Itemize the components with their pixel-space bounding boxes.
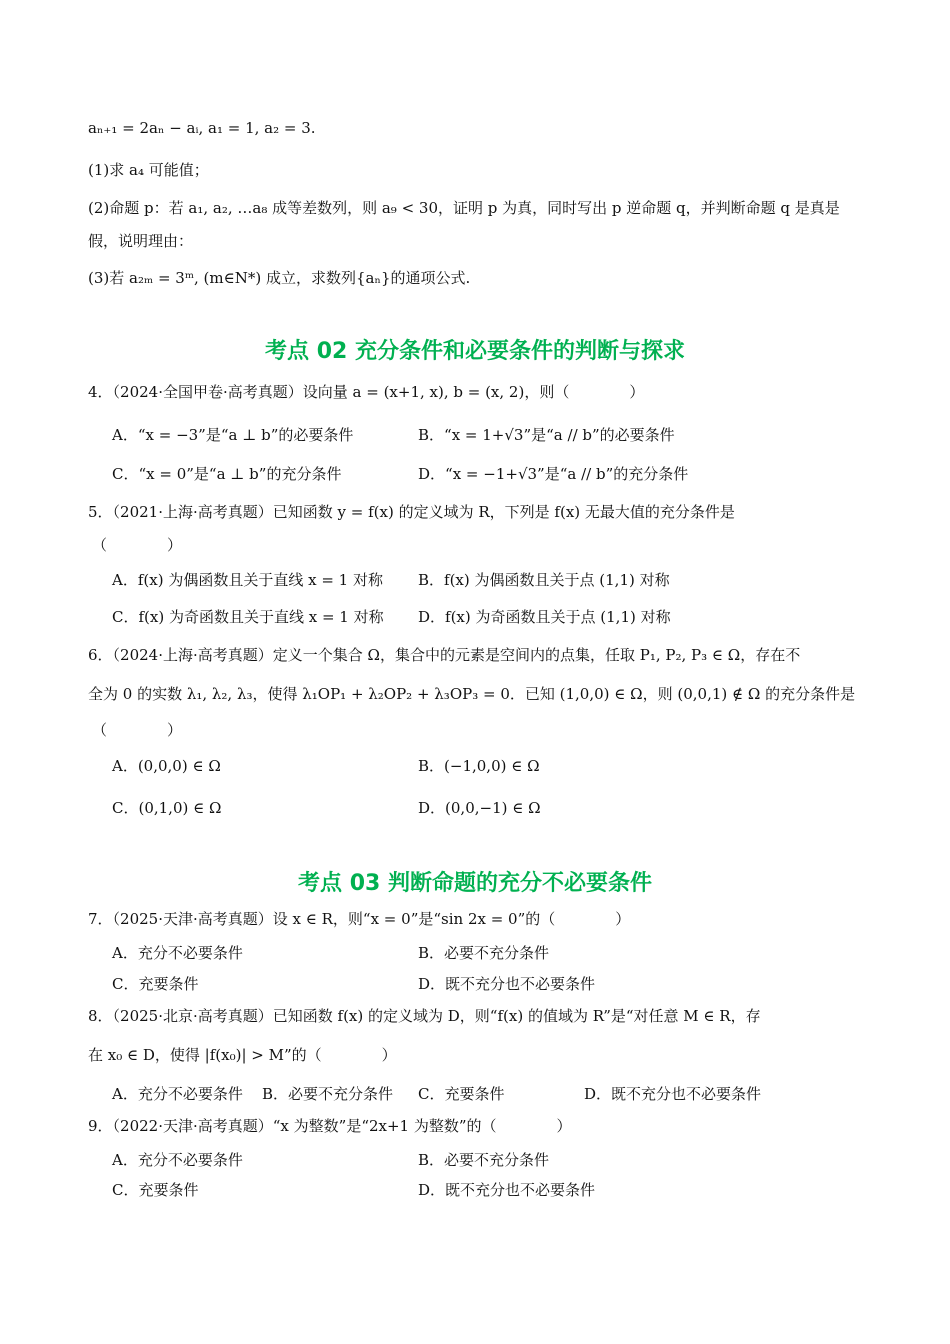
q8-stem-line2: 在 x₀ ∈ D，使得 |f(x₀)| > M”的（ ） [88, 1046, 397, 1064]
section-heading-03: 考点 03 判断命题的充分不必要条件 [298, 871, 652, 896]
q6-option-a[interactable]: A．(0,0,0) ∈ Ω [112, 757, 221, 775]
q6-answer-blank: （ ） [92, 721, 183, 739]
q3-recurrence: aₙ₊₁ = 2aₙ − aᵢ, a₁ = 1, a₂ = 3. [88, 119, 316, 137]
q3-part3: (3)若 a₂ₘ = 3ᵐ, (m∈N*) 成立，求数列{aₙ}的通项公式. [88, 269, 471, 287]
q8-option-c[interactable]: C．充要条件 [418, 1085, 505, 1103]
q3-part2-cont: 假，说明理由： [88, 232, 194, 250]
q9-option-c[interactable]: C．充要条件 [112, 1181, 199, 1199]
q6-option-d[interactable]: D．(0,0,−1) ∈ Ω [418, 799, 541, 817]
q7-option-b[interactable]: B．必要不充分条件 [418, 944, 550, 962]
q6-option-b[interactable]: B．(−1,0,0) ∈ Ω [418, 757, 540, 775]
q9-stem: 9．（2022·天津·高考真题）“x 为整数”是“2x+1 为整数”的（ ） [88, 1117, 572, 1135]
q7-stem: 7．（2025·天津·高考真题）设 x ∈ R，则“x = 0”是“sin 2x = 0”的（ ） [88, 910, 631, 928]
q5-stem: 5．（2021·上海·高考真题）已知函数 y = f(x) 的定义域为 R，下列是 f(x) 无最大值的充分条件是 [88, 503, 735, 521]
section-heading-02: 考点 02 充分条件和必要条件的判断与探求 [265, 339, 685, 364]
q5-answer-blank: （ ） [92, 536, 183, 554]
q5-option-b[interactable]: B．f(x) 为偶函数且关于点 (1,1) 对称 [418, 571, 670, 589]
q7-option-d[interactable]: D．既不充分也不必要条件 [418, 975, 596, 993]
q3-part2: (2)命题 p：若 a₁, a₂, …a₈ 成等差数列，则 a₉ < 30，证明 p 为真，同时写出 p 逆命题 q，并判断命题 q 是真是 [88, 199, 840, 217]
q6-stem-line2: 全为 0 的实数 λ₁, λ₂, λ₃，使得 λ₁OP₁ + λ₂OP₂ + λ₃OP₃ = 0．已知 (1,0,0) ∈ Ω，则 (0,0,1) ∉ Ω 的充分条件是 [88, 685, 856, 703]
q9-option-d[interactable]: D．既不充分也不必要条件 [418, 1181, 596, 1199]
q5-option-c[interactable]: C．f(x) 为奇函数且关于直线 x = 1 对称 [112, 608, 384, 626]
q7-option-c[interactable]: C．充要条件 [112, 975, 199, 993]
q6-option-c[interactable]: C．(0,1,0) ∈ Ω [112, 799, 222, 817]
q9-option-a[interactable]: A．充分不必要条件 [112, 1151, 243, 1169]
q8-option-b[interactable]: B．必要不充分条件 [262, 1085, 394, 1103]
q4-option-b[interactable]: B．“x = 1+√3”是“a // b”的必要条件 [418, 426, 675, 444]
q9-option-b[interactable]: B．必要不充分条件 [418, 1151, 550, 1169]
q5-option-a[interactable]: A．f(x) 为偶函数且关于直线 x = 1 对称 [112, 571, 383, 589]
q4-stem: 4．（2024·全国甲卷·高考真题）设向量 a = (x+1, x), b = (x, 2)，则（ ） [88, 383, 645, 401]
q3-part1: (1)求 a₄ 可能值； [88, 161, 209, 179]
q5-option-d[interactable]: D．f(x) 为奇函数且关于点 (1,1) 对称 [418, 608, 671, 626]
q8-option-d[interactable]: D．既不充分也不必要条件 [584, 1085, 762, 1103]
q4-option-a[interactable]: A．“x = −3”是“a ⊥ b”的必要条件 [112, 426, 354, 444]
q4-option-c[interactable]: C．“x = 0”是“a ⊥ b”的充分条件 [112, 465, 342, 483]
q8-stem-line1: 8．（2025·北京·高考真题）已知函数 f(x) 的定义域为 D，则“f(x) 的值域为 R”是“对任意 M ∈ R，存 [88, 1007, 761, 1025]
q4-option-d[interactable]: D．“x = −1+√3”是“a // b”的充分条件 [418, 465, 689, 483]
q6-stem-line1: 6．（2024·上海·高考真题）定义一个集合 Ω，集合中的元素是空间内的点集，任取 P₁, P₂, P₃ ∈ Ω，存在不 [88, 646, 801, 664]
q8-option-a[interactable]: A．充分不必要条件 [112, 1085, 243, 1103]
q7-option-a[interactable]: A．充分不必要条件 [112, 944, 243, 962]
